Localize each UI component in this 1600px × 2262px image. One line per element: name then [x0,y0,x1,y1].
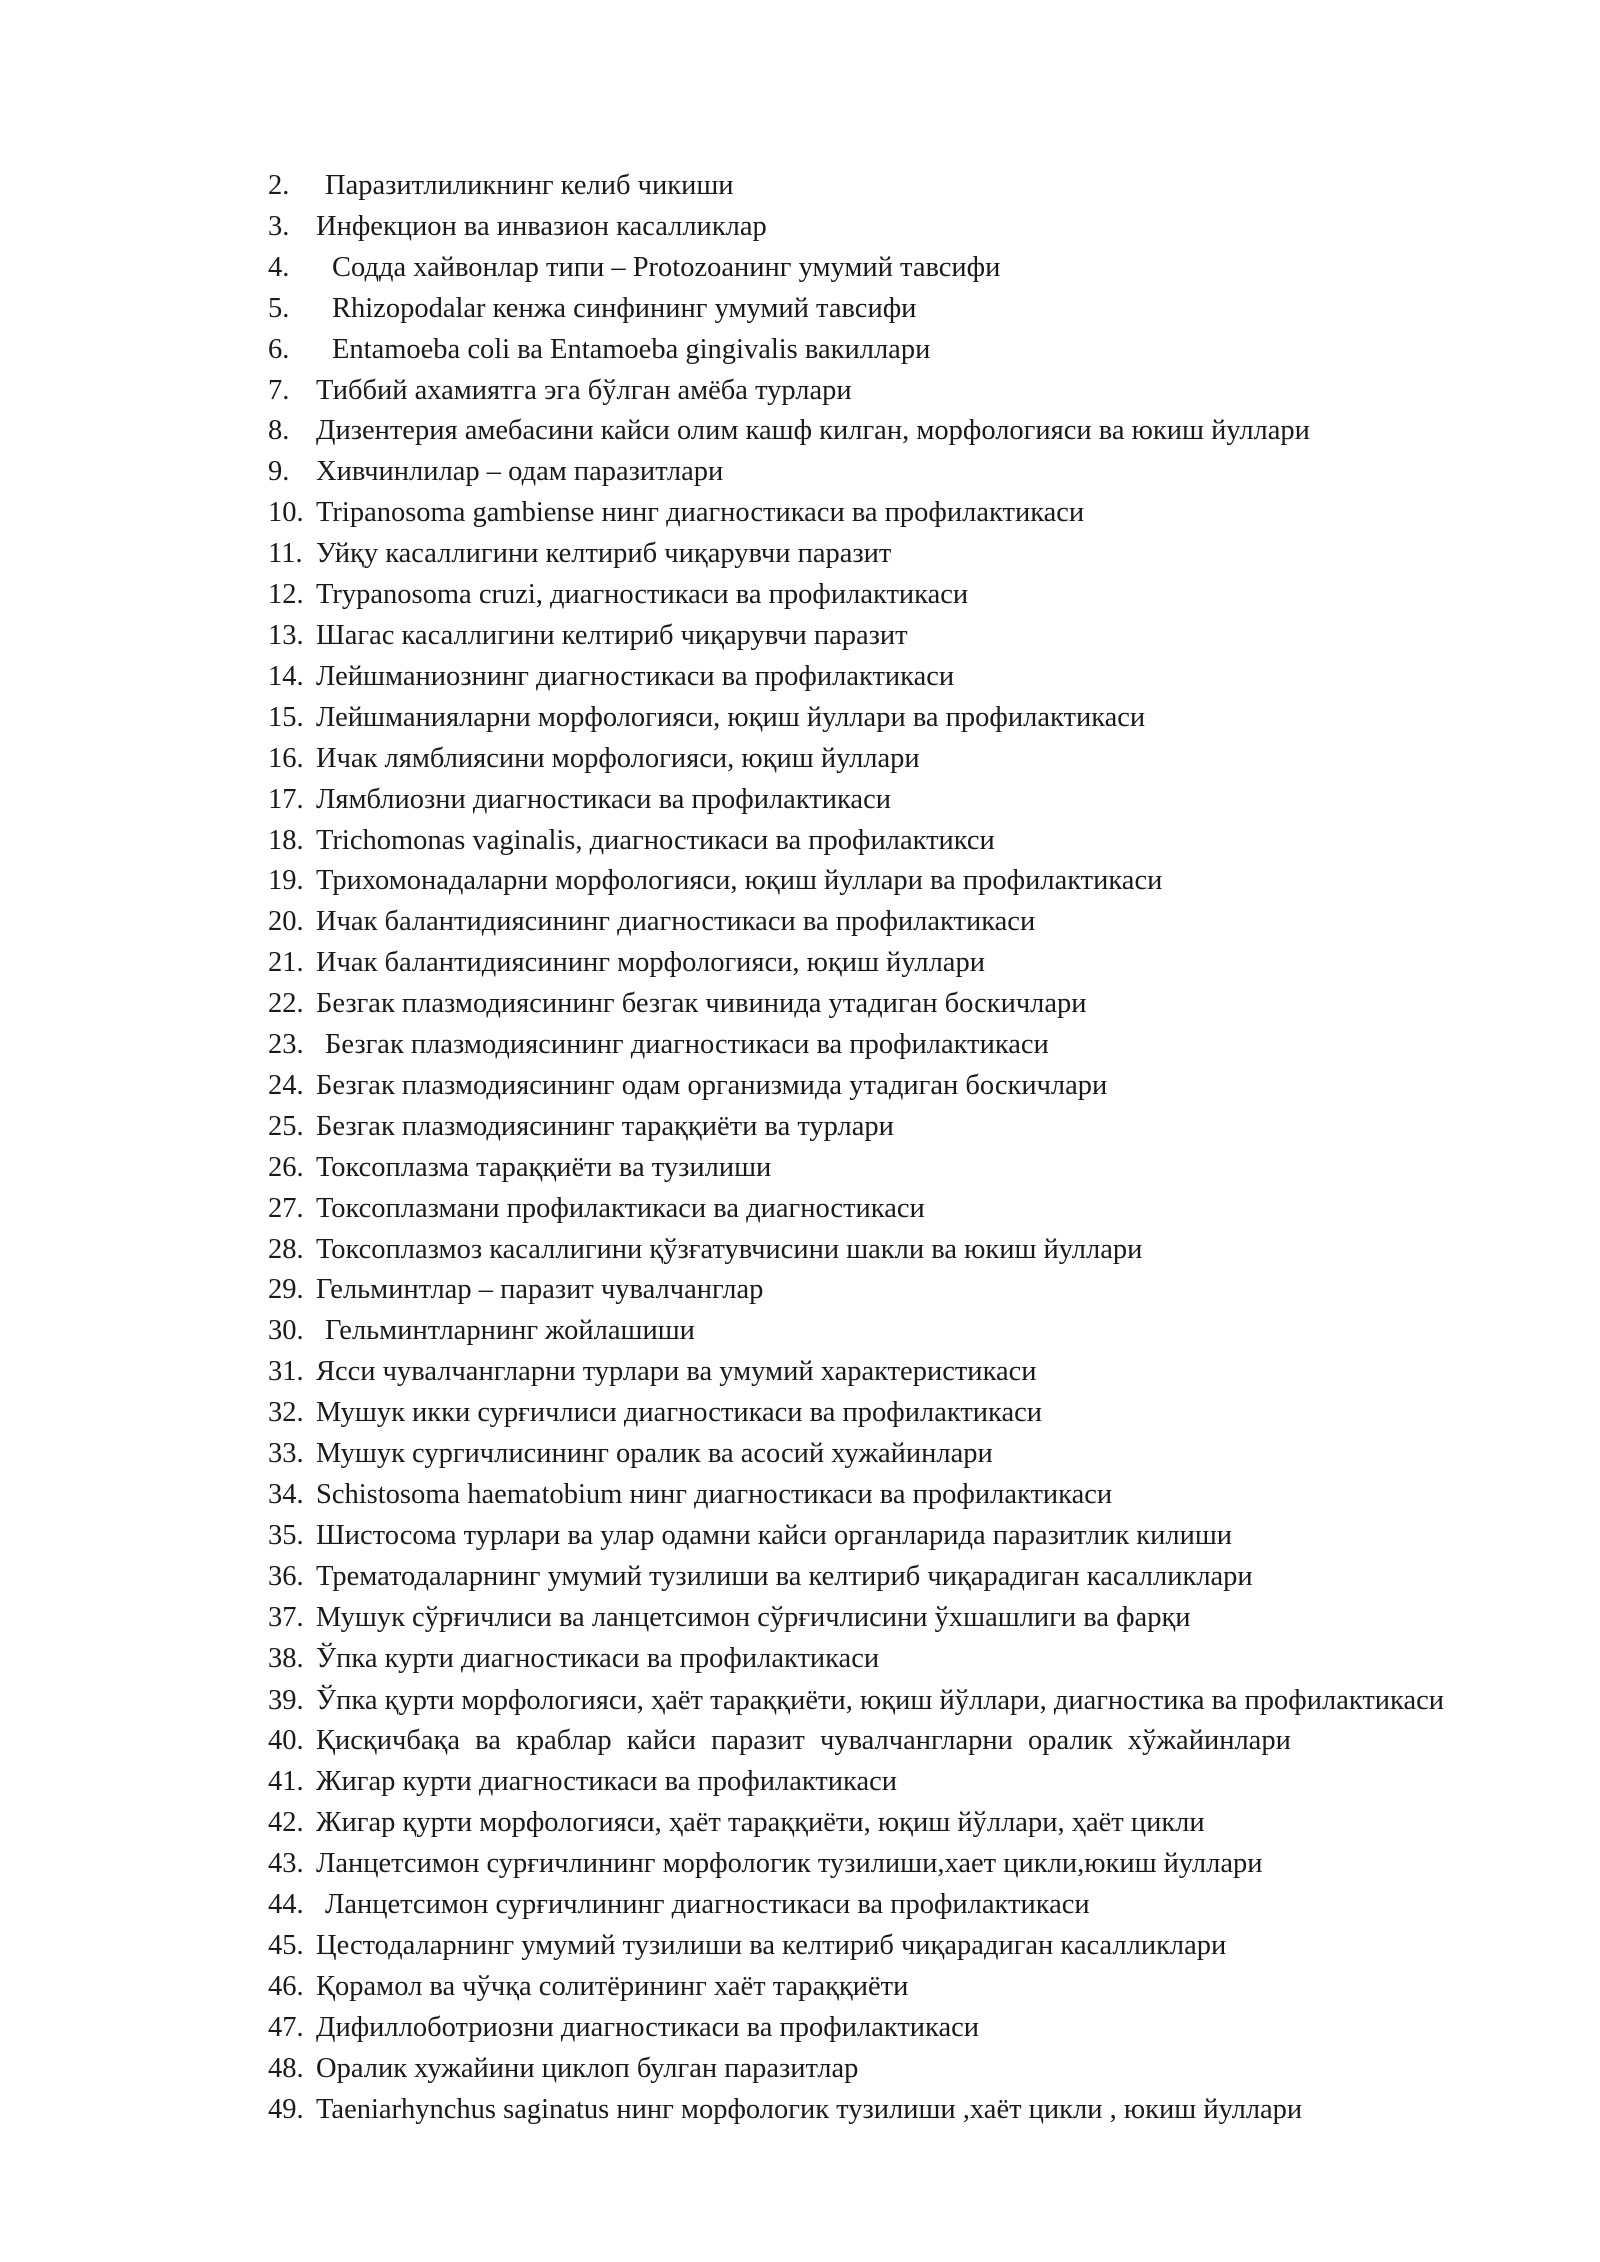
item-number: 14. [268,660,304,692]
list-item [0,1109,1600,1145]
item-number: 36. [268,1560,304,1592]
item-text: Дизентерия амебасини кайси олим кашф килган, морфологияси ва юкиш йуллари [316,415,1310,447]
list-item [0,1027,1600,1063]
question-list [0,168,1600,2128]
list-item [0,577,1600,613]
item-text: Мушук сўрғичлиси ва ланцетсимон сўрғичлисини ўхшашлиги ва фарқи [316,1601,1191,1633]
item-number: 48. [268,2052,304,2084]
item-text: Ичак лямблиясини морфологияси, юқиш йуллари [316,742,920,774]
list-item [0,782,1600,818]
item-text: Ичак балантидиясининг диагностикаси ва профилактикаси [316,906,1036,938]
item-number: 22. [268,988,304,1020]
list-item [0,1477,1600,1513]
item-text: Оралик хужайини циклоп булган паразитлар [316,2052,859,2084]
item-text: Trichomonas vaginalis, диагностикаси ва профилактикси [316,824,995,856]
item-number: 39. [268,1684,304,1716]
list-item [0,945,1600,981]
item-number: 40. [268,1725,304,1757]
item-text: Schistosoma haematobium нинг диагностикаси ва профилактикаси [316,1479,1113,1510]
item-text: Гельминтларнинг жойлашиши [325,1315,695,1347]
list-item [0,1354,1600,1390]
item-text: Жигар қурти морфологияси, ҳаёт тараққиёти, юқиш йўллари, ҳаёт цикли [316,1807,1205,1839]
list-item [0,1600,1600,1636]
item-number: 44. [268,1889,304,1921]
item-number: 20. [268,906,304,938]
item-text: Қисқичбақа ва краблар кайси паразит чувалчангларни оралик хўжайинлари [316,1725,1291,1757]
list-item [0,1436,1600,1472]
item-text: Жигар курти диагностикаси ва профилактикаси [316,1766,897,1798]
item-number: 21. [268,947,304,979]
list-item [0,1559,1600,1595]
item-number: 3. [268,210,290,242]
list-item [0,1395,1600,1431]
list-item [0,1232,1600,1268]
list-item [0,1764,1600,1800]
item-text: Ланцетсимон сурғичлининг морфологик тузилиши,хает цикли,юкиш йуллари [316,1848,1263,1880]
list-item [0,1723,1600,1759]
item-number: 26. [268,1151,304,1183]
item-text: Taeniarhynchus saginatus нинг морфологик тузилиши ,хаёт цикли , юкиш йуллари [316,2093,1303,2125]
item-number: 2. [268,170,290,201]
item-number: 9. [268,456,290,488]
list-item [0,1518,1600,1554]
item-number: 42. [268,1807,304,1839]
item-text: Мушук сургичлисининг оралик ва асосий хужайинлари [316,1438,993,1470]
item-number: 24. [268,1069,304,1101]
item-text: Токсоплазма тараққиёти ва тузилиши [316,1151,772,1183]
item-number: 31. [268,1356,304,1388]
item-number: 17. [268,783,304,815]
list-item [0,863,1600,899]
item-text: Қорамол ва чўчқа солитёрининг хаёт тараққиёти [316,1970,909,2002]
item-number: 27. [268,1192,304,1224]
item-text: Лямблиозни диагностикаси ва профилактикаси [316,783,891,815]
list-item [0,495,1600,531]
item-number: 25. [268,1110,304,1142]
item-number: 38. [268,1642,304,1674]
item-text: Ичак балантидиясининг морфологияси, юқиш йуллари [316,947,985,979]
list-item [0,454,1600,490]
item-text: Безгак плазмодиясининг безгак чивинида утадиган боскичлари [316,988,1087,1020]
list-item [0,209,1600,245]
item-number: 7. [268,374,290,406]
item-text: Мушук икки сурғичлиси диагностикаси ва профилактикаси [316,1397,1043,1429]
list-item [0,1313,1600,1349]
item-number: 45. [268,1929,304,1961]
item-number: 49. [268,2093,304,2125]
item-text: Ланцетсимон сурғичлининг диагностикаси ва профилактикаси [325,1889,1090,1921]
item-number: 4. [268,251,290,283]
item-number: 34. [268,1479,304,1510]
item-number: 19. [268,865,304,897]
item-number: 10. [268,497,304,529]
item-text: Лейшманиознинг диагностикаси ва профилактикаси [316,660,955,692]
list-item [0,1272,1600,1308]
item-text: Содда хайвонлар типи – Protozoaнинг умумий тавсифи [332,251,1001,283]
list-item [0,1846,1600,1882]
list-item [0,250,1600,286]
item-text: Токсоплазмани профилактикаси ва диагностикаси [316,1192,925,1224]
item-number: 18. [268,824,304,856]
list-item [0,2010,1600,2046]
item-text: Безгак плазмодиясининг тараққиёти ва турлари [316,1110,894,1142]
list-item [0,1928,1600,1964]
list-item [0,823,1600,859]
item-number: 32. [268,1397,304,1429]
item-text: Entamoeba coli ва Entamoeba gingivalis вакиллари [332,333,931,365]
item-number: 47. [268,2011,304,2043]
item-text: Ясси чувалчангларни турлари ва умумий характеристикаси [316,1356,1037,1388]
item-number: 11. [268,538,303,570]
item-text: Ўпка қурти морфологияси, ҳаёт тараққиёти, юқиш йўллари, диагностика ва профилактикаси [316,1684,1445,1716]
list-item [0,2092,1600,2128]
item-text: Трематодаларнинг умумий тузилиши ва келтириб чиқарадиган касалликлари [316,1560,1253,1592]
item-number: 29. [268,1274,304,1306]
list-item [0,291,1600,327]
list-item [0,2051,1600,2087]
item-text: Ўпка курти диагностикаси ва профилактикаси [316,1642,880,1674]
item-number: 43. [268,1848,304,1880]
item-number: 30. [268,1315,304,1347]
item-text: Уйқу касаллигини келтириб чиқарувчи паразит [316,538,892,570]
item-text: Тиббий ахамиятга эга бўлган амёба турлари [316,374,852,406]
list-item [0,618,1600,654]
item-text: Шистосома турлари ва улар одамни кайси органларида паразитлик килиши [316,1519,1233,1551]
list-item [0,332,1600,368]
item-text: Паразитлиликнинг келиб чикиши [325,170,734,201]
item-text: Хивчинлилар – одам паразитлари [316,456,724,488]
item-number: 46. [268,1970,304,2002]
item-text: Цестодаларнинг умумий тузилиши ва келтириб чиқарадиган касалликлари [316,1929,1227,1961]
item-text: Rhizopodalar кенжа синфининг умумий тавсифи [332,292,917,324]
item-number: 28. [268,1233,304,1265]
item-text: Trypanosoma cruzi, диагностикаси ва профилактикаси [316,579,969,611]
item-text: Трихомонадаларни морфологияси, юқиш йуллари ва профилактикаси [316,865,1163,897]
list-item [0,536,1600,572]
item-number: 37. [268,1601,304,1633]
list-item [0,741,1600,777]
list-item [0,413,1600,449]
item-text: Инфекцион ва инвазион касалликлар [316,210,767,242]
item-number: 6. [268,333,290,365]
item-text: Гельминтлар – паразит чувалчанглар [316,1274,764,1306]
item-text: Токсоплазмоз касаллигини қўзғатувчисини шакли ва юкиш йуллари [316,1233,1143,1265]
list-item [0,1682,1600,1719]
item-number: 23. [268,1029,304,1061]
list-item [0,1191,1600,1227]
list-item [0,986,1600,1022]
item-number: 12. [268,579,304,611]
item-number: 35. [268,1519,304,1551]
list-item [0,1068,1600,1104]
item-text: Безгак плазмодиясининг диагностикаси ва профилактикаси [325,1029,1049,1061]
item-text: Tripanosoma gambiense нинг диагностикаси ва профилактикаси [316,497,1085,529]
list-item [0,373,1600,409]
item-text: Безгак плазмодиясининг одам организмида утадиган боскичлари [316,1069,1108,1101]
item-number: 5. [268,292,290,324]
list-item [0,1969,1600,2005]
item-number: 41. [268,1766,304,1798]
list-item [0,1641,1600,1677]
item-number: 16. [268,742,304,774]
item-number: 33. [268,1438,304,1470]
list-item [0,659,1600,695]
item-text: Лейшманияларни морфологияси, юқиш йуллари ва профилактикаси [316,701,1146,733]
list-item [0,1887,1600,1923]
item-text: Шагас касаллигини келтириб чиқарувчи паразит [316,619,908,651]
list-item [0,700,1600,736]
item-number: 15. [268,701,304,733]
list-item [0,168,1600,204]
item-text: Дифиллоботриозни диагностикаси ва профилактикаси [316,2011,980,2043]
list-item [0,904,1600,940]
list-item [0,1150,1600,1186]
item-number: 13. [268,619,304,651]
item-number: 8. [268,415,290,447]
list-item [0,1805,1600,1841]
